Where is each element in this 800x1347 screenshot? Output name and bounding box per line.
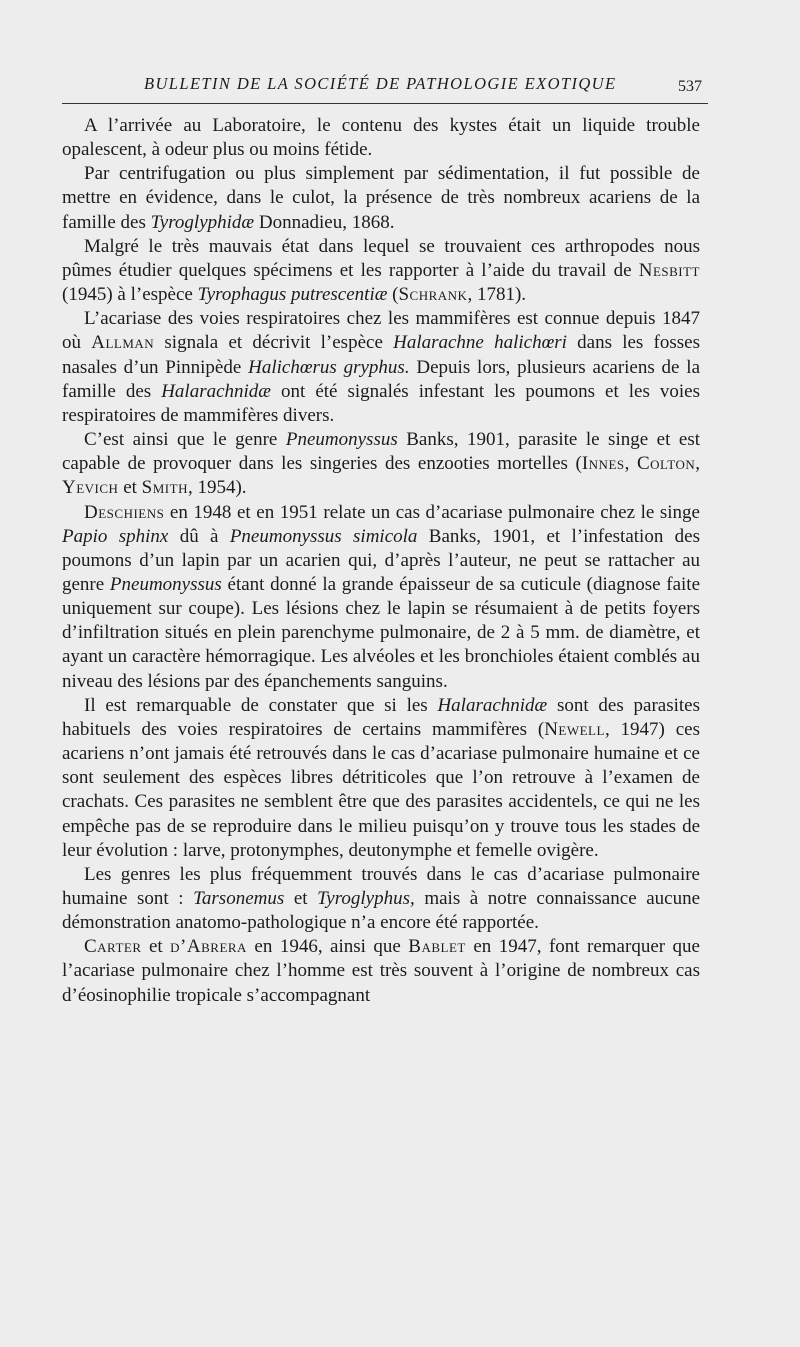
text-run: dû à [168, 525, 230, 547]
paragraph [62, 694, 700, 863]
text-run: en 1947, font remarquer que l’acariase pulmonaire chez l’homme est très souvent à l’origine de nombreux cas d’éosinophilie tropicale s’accompagnant [62, 936, 700, 1006]
paragraph [62, 114, 700, 162]
italic-term: Halichœrus gryphus. [248, 356, 410, 378]
paragraph [62, 863, 700, 935]
text-run: ( [387, 284, 399, 306]
author-name: Schrank [398, 284, 468, 306]
paragraph [62, 235, 700, 307]
paragraph [62, 501, 700, 694]
author-name: Allman [91, 332, 155, 354]
text-run: Depuis lors, plusieurs acariens de la famille des [62, 356, 701, 402]
paragraph [62, 428, 700, 500]
italic-term: Tyroglyphidæ [150, 211, 255, 233]
running-header [62, 70, 708, 102]
text-run: Malgré le très mauvais état dans lequel se trouvaient ces arthropodes nous pûmes étudier quelques spécimens et les rapporter à l’aide du travail de [62, 235, 700, 281]
text-run: sont des parasites habituels des voies respiratoires de certains mammifères ( [62, 694, 700, 740]
text-run: A l’arrivée au Laboratoire, le contenu des kystes était un liquide trouble opalescent, à odeur plus ou moins fétide. [62, 115, 700, 161]
text-run: Il est remarquable de constater que si les [84, 694, 438, 716]
text-run: Donnadieu, 1868. [254, 211, 395, 233]
text-run: et [141, 936, 171, 958]
text-run: mais à notre connaissance aucune démonstration anatomo-pathologique n’a encore été rapportée. [62, 888, 700, 934]
text-run: C’est ainsi que le genre [84, 429, 286, 451]
text-run: en 1948 et en 1951 relate un cas d’acariase pulmonaire chez le singe [164, 501, 700, 523]
text-run: L’acariase des voies respiratoires chez les mammifères est connue depuis 1847 où [62, 308, 700, 354]
italic-term: Pneumonyssus [285, 429, 398, 451]
italic-term: Tarsonemus [193, 888, 285, 909]
author-name: Deschiens [84, 501, 165, 523]
text-run: , [624, 453, 637, 475]
text-run: et [284, 888, 318, 909]
text-run: , [695, 453, 701, 475]
italic-term: Pneumonyssus [109, 573, 222, 595]
paragraph [62, 935, 700, 1007]
text-run: Banks, 1901, et l’infestation des poumons d’un lapin par un acarien qui, d’après l’auteur, ne peut se rattacher au genre [62, 525, 700, 595]
paragraph [62, 162, 700, 234]
text-run: Par centrifugation ou plus simplement par sédimentation, il fut possible de mettre en évidence, dans le culot, la présence de très nombreux acariens de la famille des [62, 163, 700, 233]
text-run: signala et décrivit l’espèce [154, 332, 394, 354]
author-name: Nesbitt [638, 259, 700, 281]
author-name: Newell [544, 718, 605, 740]
author-name: Colton [636, 453, 696, 475]
italic-term: Tyrophagus putrescentiæ [197, 284, 388, 306]
italic-term: Halarachnidæ [437, 694, 548, 716]
text-run: , 1954). [187, 477, 247, 499]
text-run: étant donné la grande épaisseur de sa cuticule (diagnose faite uniquement sur coupe). Les lésions chez le lapin se résumaient à de petits foyers d’infiltration situés en plein parenchyme pulmonaire, de 2 à 5 mm. de diamètre, et ayant un caractère hémorragique. Les alvéoles et les bronchioles étaient comblés au niveau des lésions par des épanchements sanguins. [62, 573, 700, 692]
text-run: Les genres les plus fréquemment trouvés dans le cas d’acariase pulmonaire humaine sont : [62, 863, 700, 909]
author-name: Smith [141, 477, 188, 499]
paragraph [62, 307, 700, 428]
italic-term: Tyroglyphus, [317, 888, 415, 909]
running-title: BULLETIN DE LA SOCIÉTÉ DE PATHOLOGIE EXOTIQUE [144, 74, 617, 93]
article-body [62, 114, 700, 1008]
text-run: ont été signalés infestant les poumons et les voies respiratoires de mammifères divers. [62, 380, 701, 426]
text-run: , 1947) ces acariens n’ont jamais été retrouvés dans le cas d’acariase pulmonaire humaine et ce sont seulement des espèces libres détriticoles que l’on retrouve à l’examen de crachats. Ces parasites ne semblent être que des parasites accidentels, ce qui ne les empêche pas de se reproduire dans le milieu puisqu’on y trouve tous les stades de leur évolution : larve, protonymphes, deutonymphe et femelle ovigère. [62, 718, 700, 861]
author-name: Bablet [408, 936, 466, 958]
text-run: , 1781). [467, 284, 527, 306]
text-run: en 1946, ainsi que [246, 936, 409, 958]
italic-term: Halarachne halichœri [393, 332, 567, 354]
author-name: Yevich [62, 477, 119, 499]
italic-term: Pneumonyssus simicola [229, 525, 418, 547]
italic-term: Papio sphinx [62, 525, 169, 547]
author-name: Carter [84, 936, 142, 958]
author-name: d’Abrera [170, 936, 247, 958]
text-run: (1945) à l’espèce [62, 284, 198, 306]
italic-term: Halarachnidæ [161, 380, 271, 402]
text-run: et [118, 477, 142, 499]
text-run: dans les fosses nasales d’un Pinnipède [62, 332, 700, 378]
header-rule [62, 103, 708, 104]
author-name: Innes [581, 453, 625, 475]
page-number: 537 [678, 78, 702, 95]
text-run: Banks, 1901, parasite le singe et est capable de provoquer dans les singeries des enzooties mortelles ( [62, 429, 700, 475]
